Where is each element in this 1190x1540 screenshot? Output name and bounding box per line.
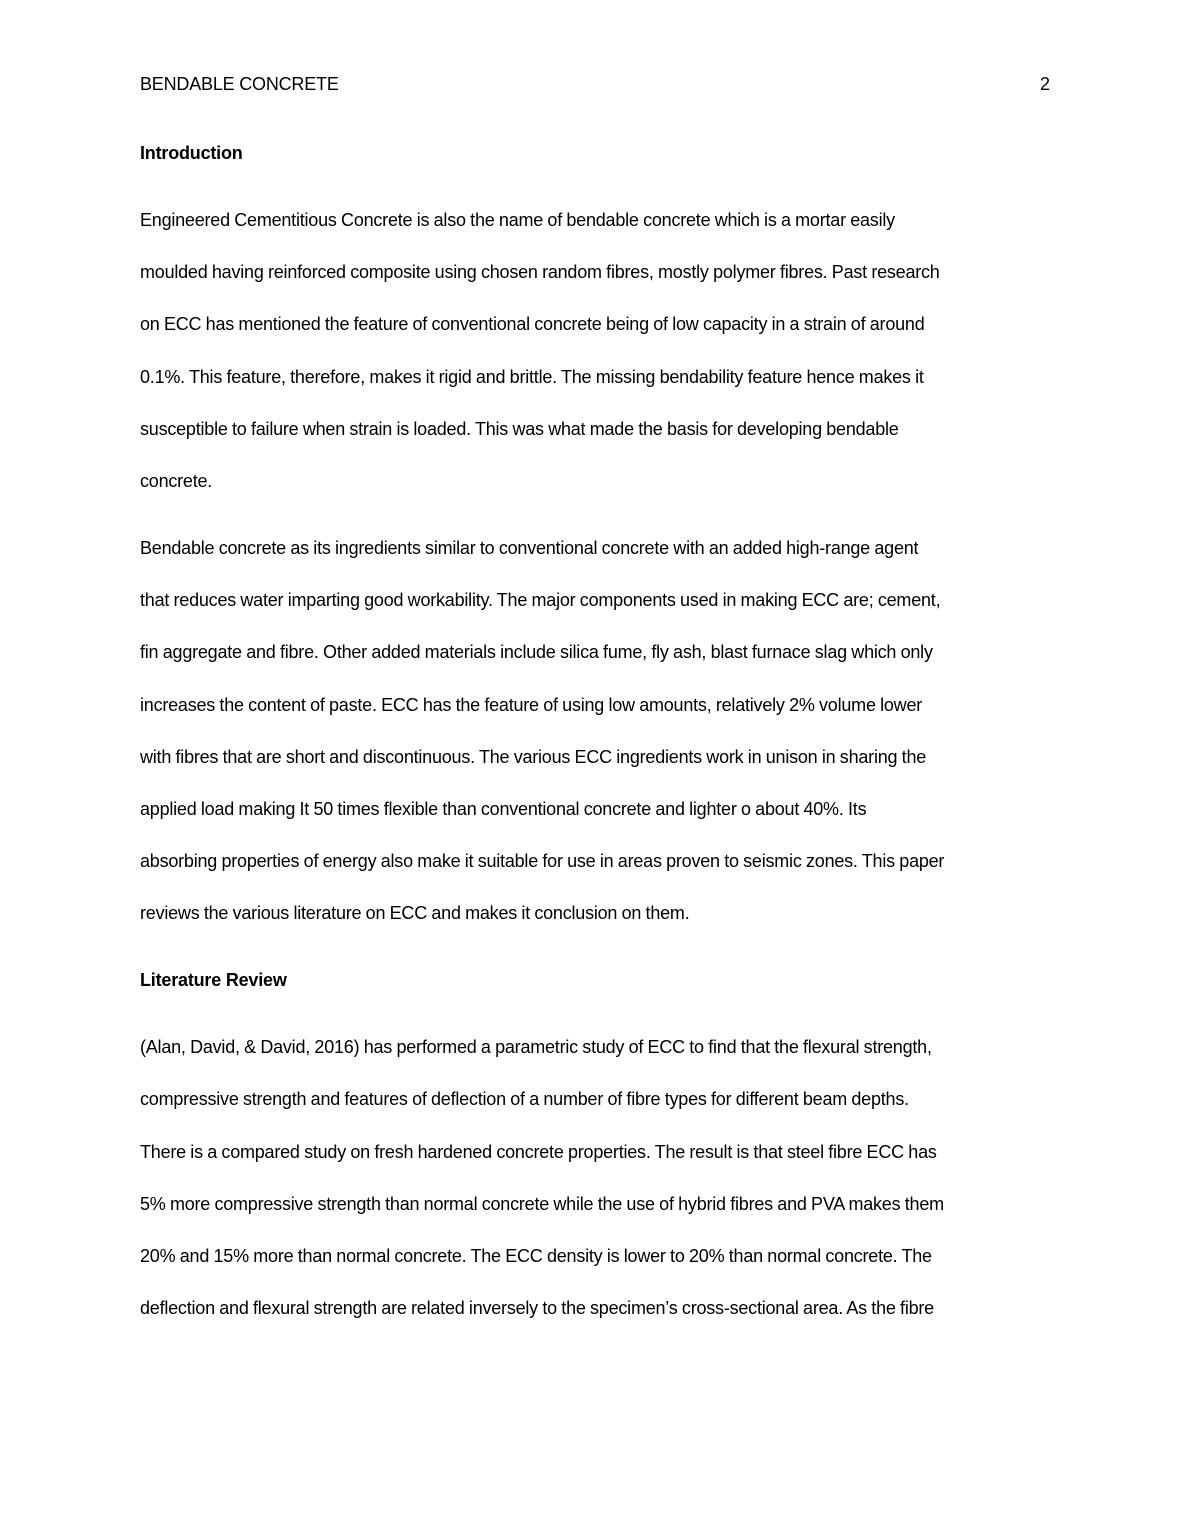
introduction-paragraph-2 — [140, 534, 1055, 927]
literature-review-heading: Literature Review — [140, 970, 287, 991]
text-line: on ECC has mentioned the feature of conventional concrete being of low capacity in a strain of around — [140, 314, 925, 335]
text-line: There is a compared study on fresh hardened concrete properties. The result is that steel fibre ECC has — [140, 1141, 937, 1162]
text-line: (Alan, David, & David, 2016) has performed a parametric study of ECC to find that the flexural strength, — [140, 1037, 932, 1058]
page-number: 2 — [1039, 74, 1050, 94]
text-line: 0.1%. This feature, therefore, makes it rigid and brittle. The missing bendability feature hence makes it — [140, 366, 924, 387]
page-header — [140, 72, 1050, 96]
text-line: moulded having reinforced composite using chosen random fibres, mostly polymer fibres. Past research — [140, 262, 940, 283]
document-body — [140, 139, 1055, 1322]
introduction-paragraph-1 — [140, 206, 1055, 495]
text-line: Engineered Cementitious Concrete is also the name of bendable concrete which is a mortar easily — [140, 210, 895, 230]
text-line: fin aggregate and fibre. Other added materials include silica fume, fly ash, blast furnace slag which only — [140, 642, 933, 663]
text-line: 5% more compressive strength than normal concrete while the use of hybrid fibres and PVA makes them — [140, 1193, 944, 1214]
text-line: deflection and flexural strength are related inversely to the specimen’s cross-sectional area. As the fibre — [140, 1298, 934, 1319]
text-line: increases the content of paste. ECC has the feature of using low amounts, relatively 2% volume lower — [140, 694, 923, 715]
introduction-heading: Introduction — [140, 143, 243, 163]
text-line: compressive strength and features of deflection of a number of fibre types for different beam depths. — [140, 1089, 909, 1110]
text-line: applied load making It 50 times flexible than conventional concrete and lighter o about 40%. Its — [140, 798, 867, 819]
text-line: that reduces water imparting good workability. The major components used in making ECC are; cement, — [140, 590, 941, 611]
literature-review-paragraph-1 — [140, 1033, 1055, 1322]
text-line: absorbing properties of energy also make it suitable for use in areas proven to seismic zones. This paper — [140, 851, 945, 872]
text-line: susceptible to failure when strain is loaded. This was what made the basis for developing bendable — [140, 418, 899, 439]
text-line: with fibres that are short and discontinuous. The various ECC ingredients work in unison in sharing the — [140, 746, 927, 767]
text-line: concrete. — [140, 470, 213, 491]
text-line: 20% and 15% more than normal concrete. The ECC density is lower to 20% than normal concrete. The — [140, 1246, 932, 1266]
text-line: Bendable concrete as its ingredients similar to conventional concrete with an added high-range agent — [140, 537, 919, 558]
text-line: reviews the various literature on ECC and makes it conclusion on them. — [140, 903, 690, 924]
running-head-title: BENDABLE CONCRETE — [140, 74, 339, 94]
